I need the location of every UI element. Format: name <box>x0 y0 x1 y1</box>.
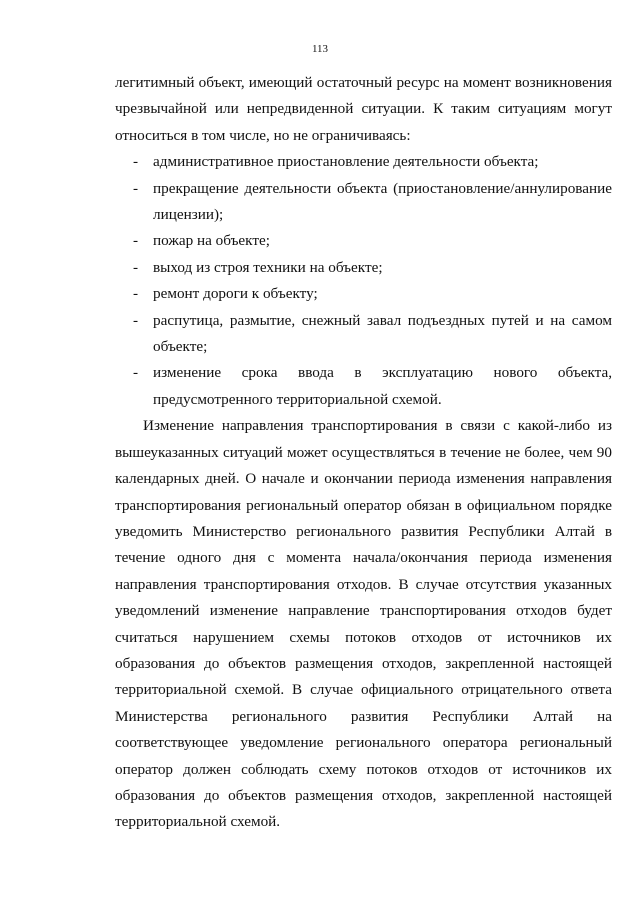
page-number: 113 <box>311 43 329 55</box>
list-dash: - <box>133 153 139 171</box>
list-item-text: административное приостановление деятельности объекта; <box>153 153 539 171</box>
list-item <box>115 255 612 281</box>
list-item <box>115 281 612 307</box>
list-dash: - <box>133 179 139 197</box>
main-paragraph: Изменение направления транспортирования в связи с какой-либо из вышеуказанных ситуаций может осуществляться в течение не более, чем 90 календарных дней. О начале и окончании периода изменения направления транспортирования региональный оператор обязан в официальном порядке уведомить Министерство регионального развития Республики Алтай в течение одного дня с момента начала/окончания периода изменения направления транспортирования отходов. В случае отсутствия указанных уведомлений изменение направление транспортирования отходов будет считаться нарушением схемы потоков отходов от источников их образования до объектов размещения отходов, закрепленной настоящей территориальной схемой. В случае официального отрицательного ответа Министерства регионального развития Республики Алтай на соответствующее уведомление регионального оператора региональный оператор должен соблюдать схему потоков отходов от источников их образования до объектов размещения отходов, закрепленной настоящей территориальной схемой. <box>115 417 612 831</box>
list-item <box>115 149 612 175</box>
list-item <box>115 308 612 361</box>
list-item <box>115 360 612 413</box>
list-item-text: прекращение деятельности объекта (приостановление/аннулирование лицензии); <box>153 179 612 224</box>
intro-paragraph: легитимный объект, имеющий остаточный ресурс на момент возникновения чрезвычайной или непредвиденной ситуации. К таким ситуациям могут относиться в том числе, но не ограничиваясь: <box>115 74 612 144</box>
list-item <box>115 228 612 254</box>
list-dash: - <box>133 311 139 329</box>
list-item-text: распутица, размытие, снежный завал подъездных путей и на самом объекте; <box>153 311 612 356</box>
list-dash: - <box>133 285 139 303</box>
list-dash: - <box>133 232 139 250</box>
list-item-text: выход из строя техники на объекте; <box>153 258 383 276</box>
situations-list <box>115 149 612 413</box>
list-item-text: ремонт дороги к объекту; <box>153 285 318 303</box>
list-item <box>115 176 612 229</box>
list-item-text: пожар на объекте; <box>153 232 270 250</box>
document-body <box>115 70 612 836</box>
list-item-text: изменение срока ввода в эксплуатацию нового объекта, предусмотренного территориальной схемой. <box>153 364 612 408</box>
list-dash: - <box>133 364 139 382</box>
list-dash: - <box>133 258 139 276</box>
